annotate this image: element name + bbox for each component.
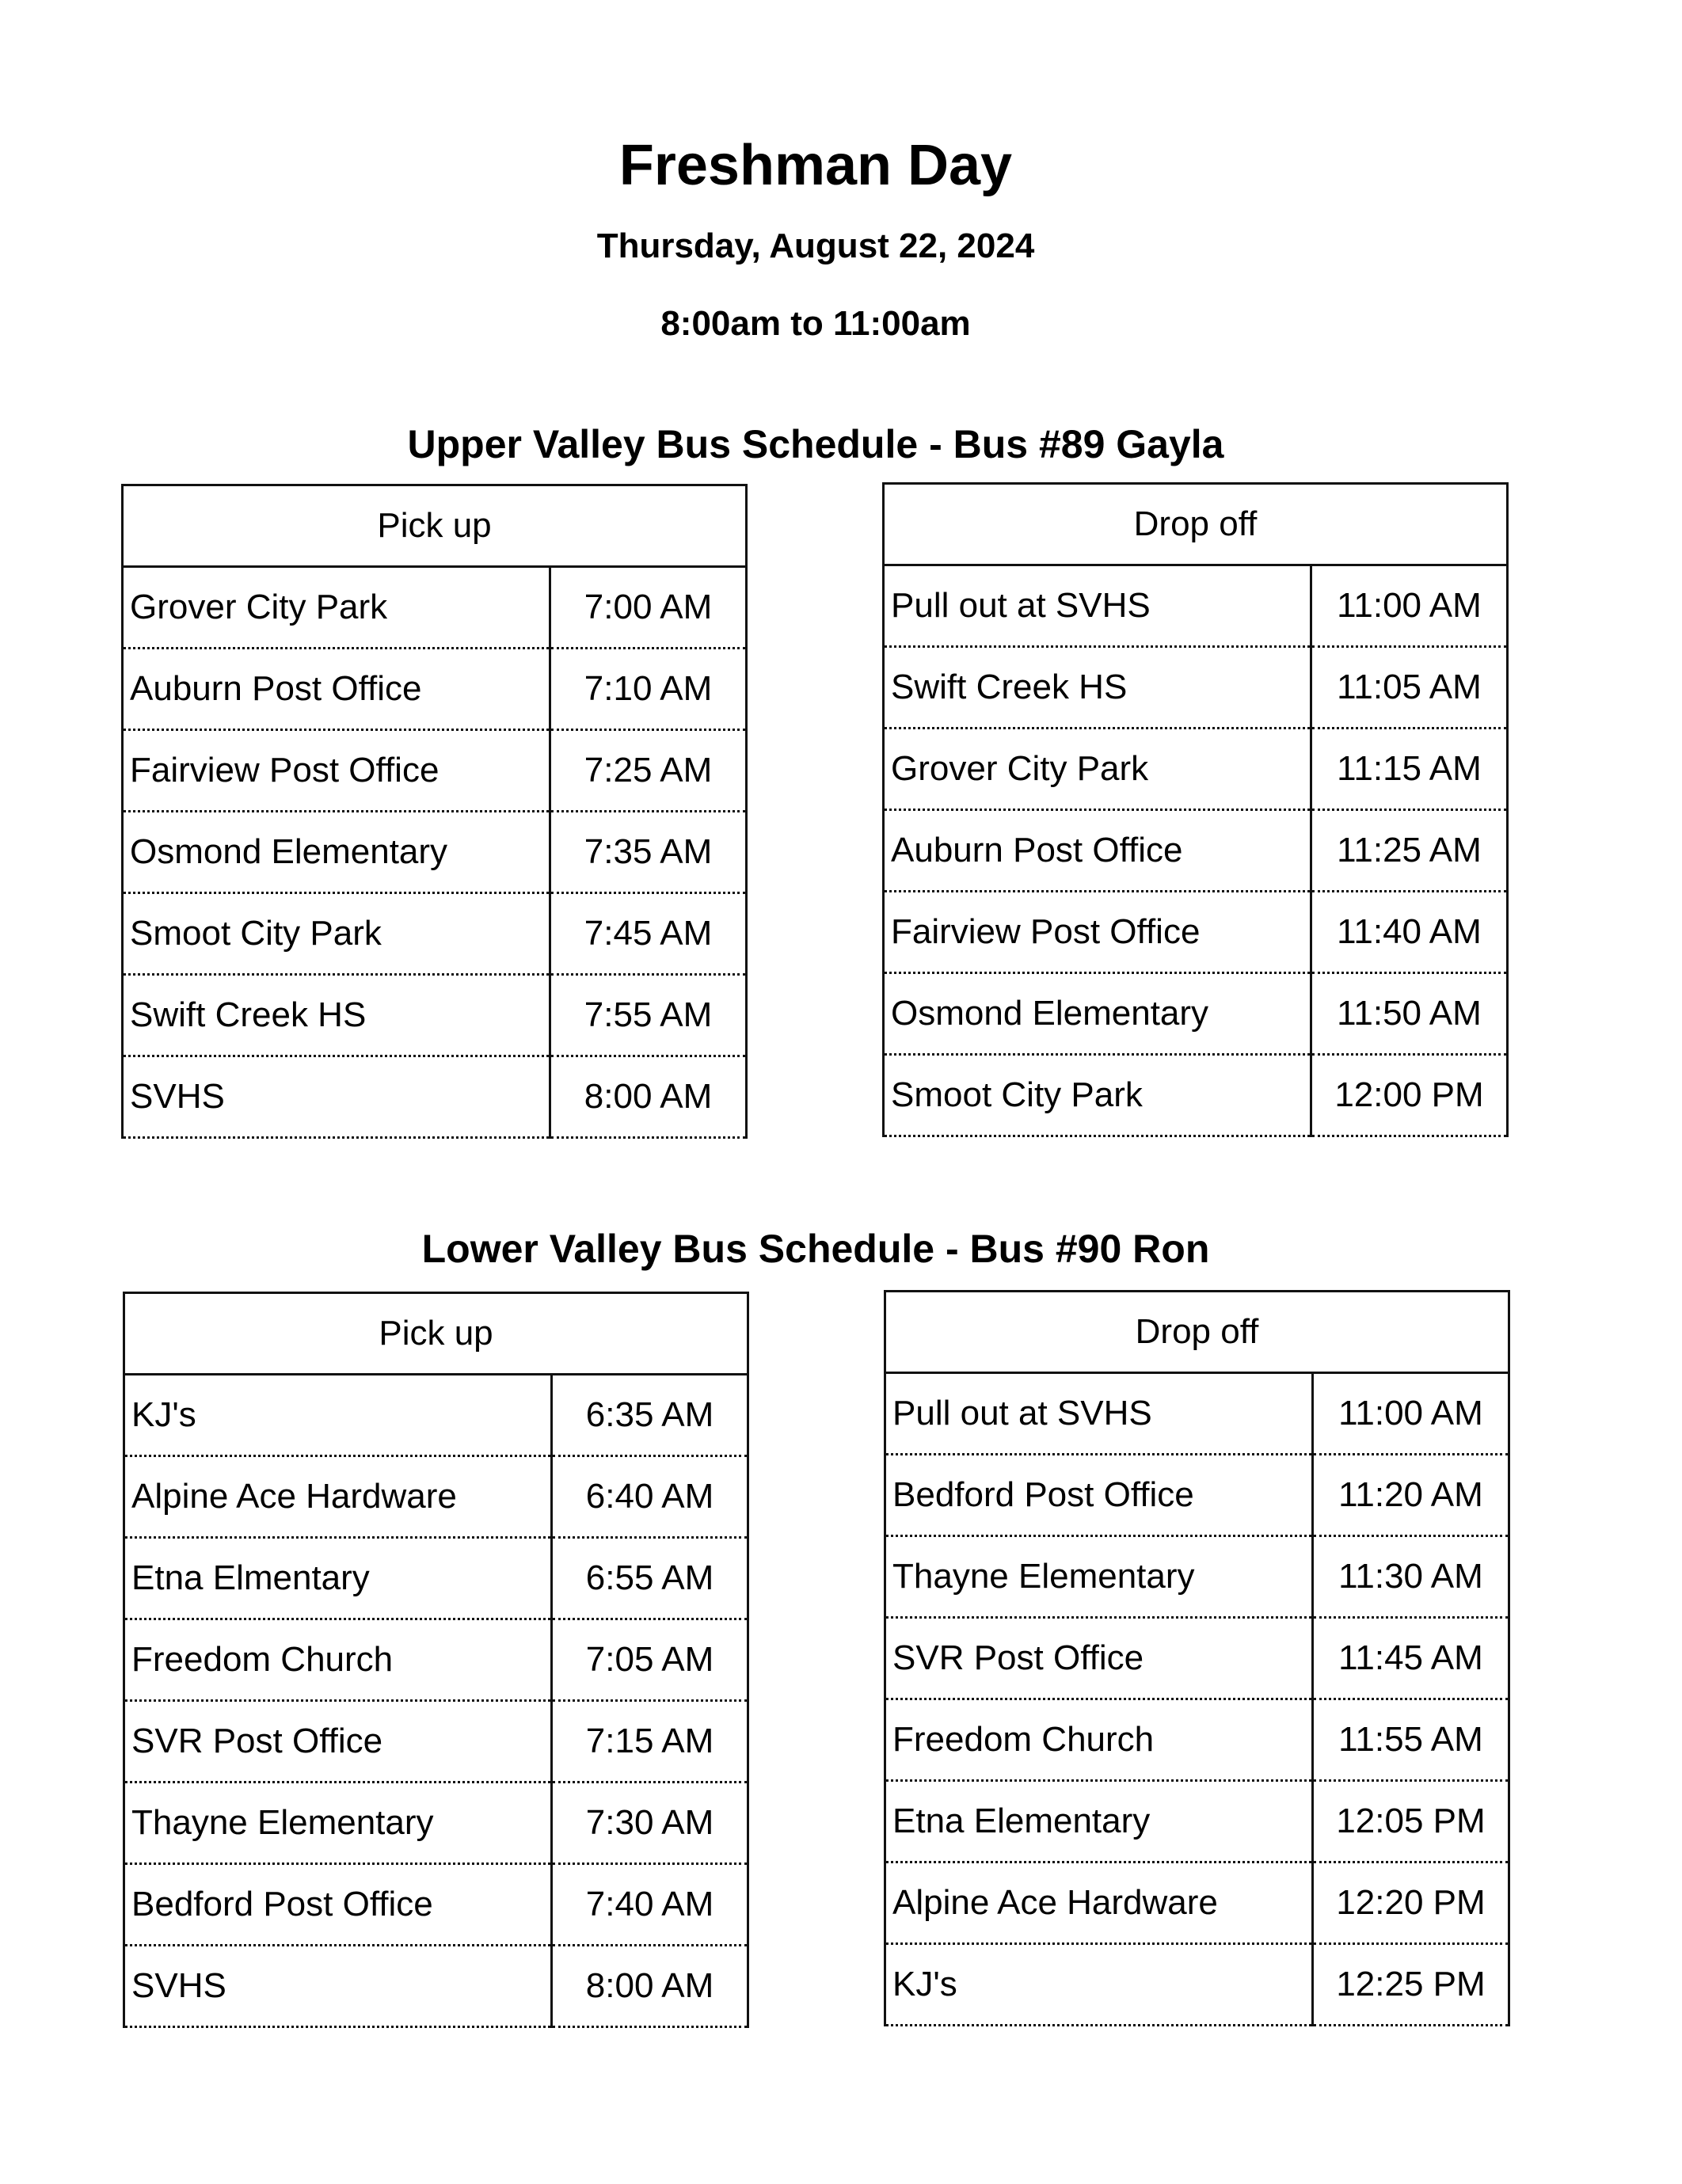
table-row	[885, 1455, 1509, 1536]
stop-time: 7:15 AM	[552, 1701, 748, 1783]
table-row	[885, 1944, 1509, 2026]
event-time: 8:00am to 11:00am	[660, 304, 971, 343]
table-header: Drop off	[884, 484, 1508, 565]
table-row	[124, 1701, 748, 1783]
stop-name: Osmond Elementary	[884, 973, 1311, 1055]
stop-time: 11:00 AM	[1313, 1373, 1509, 1455]
lower-pickup-table	[123, 1292, 749, 2028]
table-row	[885, 1781, 1509, 1862]
stop-name: SVHS	[124, 1946, 552, 2027]
table-row	[124, 1783, 748, 1864]
table-row	[123, 730, 747, 812]
stop-time: 11:15 AM	[1311, 729, 1508, 810]
table-row	[123, 567, 747, 649]
stop-time: 11:30 AM	[1313, 1536, 1509, 1618]
stop-name: KJ's	[124, 1375, 552, 1456]
table-row	[885, 1699, 1509, 1781]
table-row	[884, 810, 1508, 892]
stop-name: Pull out at SVHS	[885, 1373, 1313, 1455]
stop-time: 11:45 AM	[1313, 1618, 1509, 1699]
stop-name: Bedford Post Office	[124, 1864, 552, 1946]
lower-valley-schedule-title: Lower Valley Bus Schedule - Bus #90 Ron	[421, 1227, 1210, 1271]
table-row	[123, 649, 747, 730]
stop-name: Alpine Ace Hardware	[885, 1862, 1313, 1944]
stop-time: 7:00 AM	[550, 567, 747, 649]
page-title: Freshman Day	[618, 134, 1013, 197]
table-row	[884, 973, 1508, 1055]
stop-name: KJ's	[885, 1944, 1313, 2026]
stop-name: Swift Creek HS	[884, 647, 1311, 729]
table-row	[123, 975, 747, 1056]
stop-time: 12:25 PM	[1313, 1944, 1509, 2026]
stop-time: 11:00 AM	[1311, 565, 1508, 647]
stop-name: Osmond Elementary	[123, 812, 550, 893]
stop-name: SVR Post Office	[885, 1618, 1313, 1699]
stop-name: Bedford Post Office	[885, 1455, 1313, 1536]
table-row	[124, 1946, 748, 2027]
stop-time: 6:35 AM	[552, 1375, 748, 1456]
stop-time: 7:10 AM	[550, 649, 747, 730]
stop-time: 7:05 AM	[552, 1619, 748, 1701]
stop-name: Grover City Park	[123, 567, 550, 649]
upper-pickup-table	[121, 484, 748, 1139]
stop-time: 7:45 AM	[550, 893, 747, 975]
stop-time: 7:30 AM	[552, 1783, 748, 1864]
table-row	[885, 1862, 1509, 1944]
table-row	[885, 1618, 1509, 1699]
stop-name: SVR Post Office	[124, 1701, 552, 1783]
table-row	[885, 1373, 1509, 1455]
stop-name: Thayne Elementary	[885, 1536, 1313, 1618]
stop-time: 6:55 AM	[552, 1538, 748, 1619]
stop-time: 12:05 PM	[1313, 1781, 1509, 1862]
stop-time: 11:25 AM	[1311, 810, 1508, 892]
table-row	[124, 1538, 748, 1619]
stop-time: 7:35 AM	[550, 812, 747, 893]
stop-time: 11:55 AM	[1313, 1699, 1509, 1781]
stop-time: 6:40 AM	[552, 1456, 748, 1538]
stop-name: Smoot City Park	[123, 893, 550, 975]
stop-name: Etna Elmentary	[124, 1538, 552, 1619]
stop-time: 11:50 AM	[1311, 973, 1508, 1055]
stop-name: Grover City Park	[884, 729, 1311, 810]
stop-time: 7:40 AM	[552, 1864, 748, 1946]
stop-time: 7:55 AM	[550, 975, 747, 1056]
stop-name: Freedom Church	[885, 1699, 1313, 1781]
stop-name: Etna Elementary	[885, 1781, 1313, 1862]
stop-name: Fairview Post Office	[123, 730, 550, 812]
event-date: Thursday, August 22, 2024	[596, 226, 1035, 265]
table-row	[123, 812, 747, 893]
stop-name: Auburn Post Office	[884, 810, 1311, 892]
stop-name: Thayne Elementary	[124, 1783, 552, 1864]
table-row	[124, 1864, 748, 1946]
table-row	[885, 1536, 1509, 1618]
stop-time: 8:00 AM	[552, 1946, 748, 2027]
table-row	[124, 1619, 748, 1701]
stop-name: Alpine Ace Hardware	[124, 1456, 552, 1538]
stop-time: 11:05 AM	[1311, 647, 1508, 729]
table-row	[123, 1056, 747, 1138]
table-header: Pick up	[123, 485, 747, 567]
table-row	[884, 1055, 1508, 1136]
stop-time: 11:40 AM	[1311, 892, 1508, 973]
stop-name: SVHS	[123, 1056, 550, 1138]
stop-time: 8:00 AM	[550, 1056, 747, 1138]
stop-name: Auburn Post Office	[123, 649, 550, 730]
stop-time: 12:20 PM	[1313, 1862, 1509, 1944]
stop-name: Pull out at SVHS	[884, 565, 1311, 647]
table-header: Drop off	[885, 1292, 1509, 1373]
table-row	[884, 729, 1508, 810]
table-row	[884, 565, 1508, 647]
table-row	[124, 1456, 748, 1538]
table-row	[124, 1375, 748, 1456]
stop-name: Freedom Church	[124, 1619, 552, 1701]
upper-dropoff-table	[882, 482, 1509, 1137]
upper-valley-schedule-title: Upper Valley Bus Schedule - Bus #89 Gayla	[407, 422, 1224, 466]
stop-name: Fairview Post Office	[884, 892, 1311, 973]
table-row	[884, 892, 1508, 973]
table-row	[123, 893, 747, 975]
lower-dropoff-table	[884, 1290, 1510, 2026]
table-row	[884, 647, 1508, 729]
stop-time: 12:00 PM	[1311, 1055, 1508, 1136]
table-header: Pick up	[124, 1293, 748, 1375]
stop-name: Swift Creek HS	[123, 975, 550, 1056]
stop-time: 7:25 AM	[550, 730, 747, 812]
stop-time: 11:20 AM	[1313, 1455, 1509, 1536]
stop-name: Smoot City Park	[884, 1055, 1311, 1136]
